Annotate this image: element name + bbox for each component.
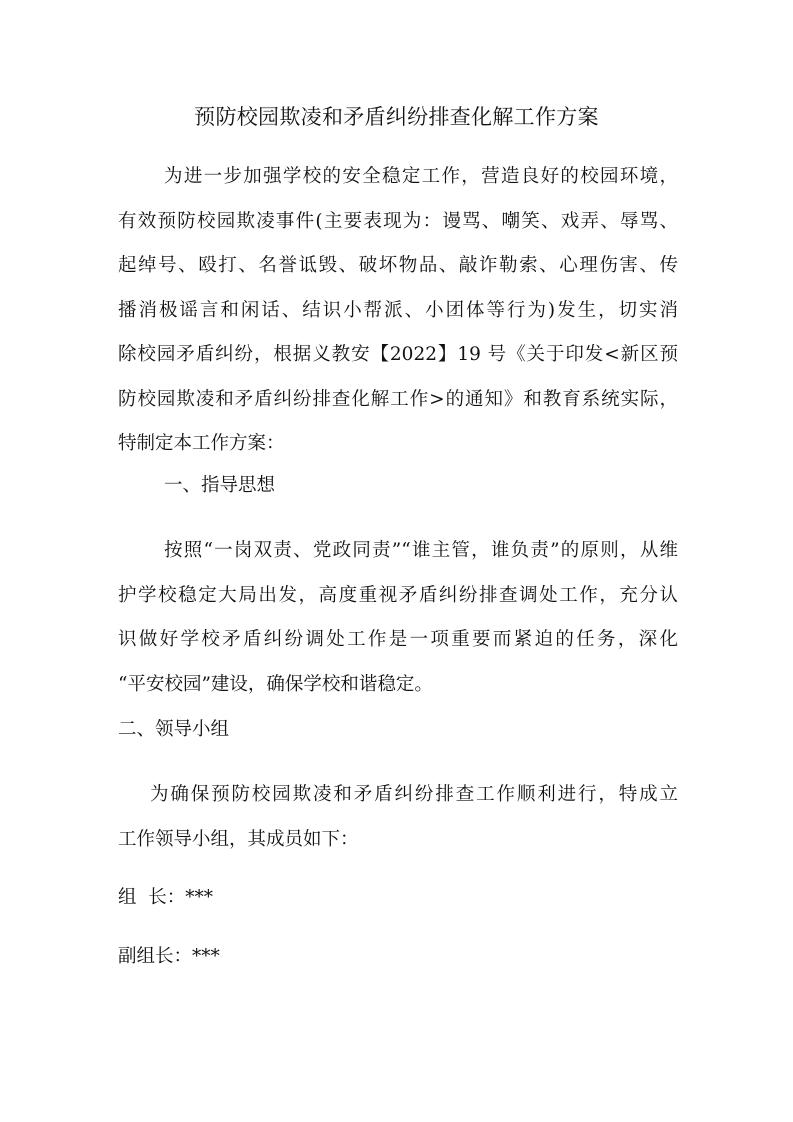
paragraph-line: 识做好学校矛盾纠纷调处工作是一项重要而紧迫的任务，深化 bbox=[118, 629, 678, 650]
section-heading-guiding-ideology: 一、指导思想 bbox=[164, 475, 276, 496]
intro-line: 特制定本工作方案： bbox=[118, 433, 285, 454]
intro-line: 除校园矛盾纠纷，根据义教安【2022】19 号《关于印发<新区预 bbox=[118, 344, 678, 365]
document-title: 预防校园欺凌和矛盾纠纷排查化解工作方案 bbox=[194, 105, 599, 129]
intro-line: 有效预防校园欺凌事件(主要表现为：谩骂、嘲笑、戏弄、辱骂、 bbox=[118, 210, 678, 232]
leading-group-paragraph bbox=[118, 773, 678, 862]
intro-line: 防校园欺凌和矛盾纠纷排查化解工作>的通知》和教育系统实际， bbox=[118, 388, 678, 410]
paragraph-line: 为确保预防校园欺凌和矛盾纠纷排查工作顺利进行，特成立 bbox=[150, 784, 678, 805]
paragraph-line: 按照“一岗双责、党政同责”“谁主管，谁负责”的原则，从维 bbox=[164, 540, 678, 561]
group-leader-line: 组 长：*** bbox=[118, 887, 214, 908]
intro-line: 起绰号、殴打、名誉诋毁、破坏物品、敲诈勒索、心理伤害、传 bbox=[118, 255, 678, 276]
intro-line: 播消极谣言和闲话、结识小帮派、小团体等行为)发生，切实消 bbox=[118, 299, 678, 321]
section-heading-leading-group: 二、领导小组 bbox=[118, 719, 230, 740]
intro-line: 为进一步加强学校的安全稳定工作，营造良好的校园环境， bbox=[164, 166, 678, 187]
deputy-leader-line: 副组长：*** bbox=[118, 946, 220, 967]
paragraph-line: 工作领导小组，其成员如下： bbox=[118, 828, 359, 850]
intro-paragraph bbox=[118, 155, 678, 467]
guiding-ideology-paragraph bbox=[118, 529, 678, 707]
paragraph-line: “平安校园”建设，确保学校和谐稳定。 bbox=[118, 673, 433, 695]
paragraph-line: 护学校稳定大局出发，高度重视矛盾纠纷排查调处工作，充分认 bbox=[118, 584, 678, 606]
